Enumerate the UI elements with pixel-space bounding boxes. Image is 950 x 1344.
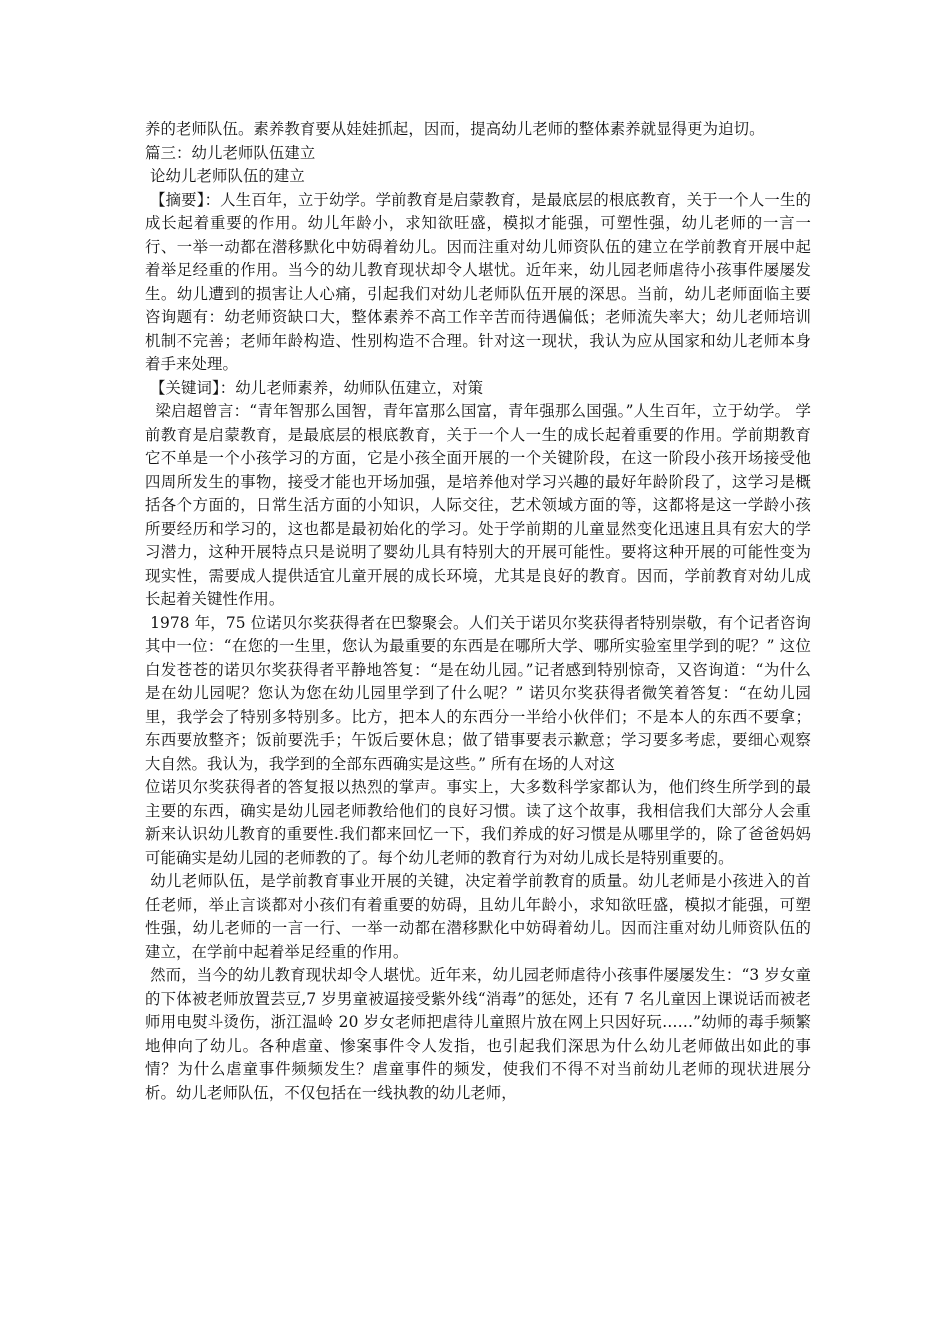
body-paragraph: 位诺贝尔奖获得者的答复报以热烈的掌声。事实上，大多数科学家都认为，他们终生所学到的最主要的东西，确实是幼儿园老师教给他们的良好习惯。读了这个故事，我相信我们大部分人会重新来认识幼儿教育的重要性.我们都来回忆一下，我们养成的好习惯是从哪里学的，除了爸爸妈妈可能确实是幼儿园的老师教的了。每个幼儿老师的教育行为对幼儿成长是特别重要的。 xyxy=(145,778,811,867)
body-paragraph: 然而，当今的幼儿教育现状却令人堪忧。近年来，幼儿园老师虐待小孩事件屡屡发生：“3 岁女童的下体被老师放置芸豆,7 岁男童被逼接受紫外线“消毒”的惩处，还有 7 名儿童因上课说话而被老师用电熨斗烫伤，浙江温岭 20 岁女老师把虐待儿童照片放在网上只因好玩……”幼师的毒手频繁地伸向了幼儿。各种虐童、惨案事件令人发指，也引起我们深思为什么幼儿老师做出如此的事情？为什么虐童事件频频发生？虐童事件的频发，使我们不得不对当前幼儿老师的现状进展分析。幼儿老师队伍，不仅包括在一线执教的幼儿老师， xyxy=(145,966,812,1102)
keywords-paragraph: 【关键词】：幼儿老师素养，幼师队伍建立，对策 xyxy=(145,378,484,397)
article-title: 论幼儿老师队伍的建立 xyxy=(145,167,305,185)
document-body xyxy=(145,118,811,1105)
paragraph-continuation: 养的老师队伍。素养教育要从娃娃抓起，因而，提高幼儿老师的整体素养就显得更为迫切。 xyxy=(145,120,765,138)
body-paragraph: 梁启超曾言：“青年智那么国智，青年富那么国富，青年强那么国强。”人生百年，立于幼学。 学前教育是启蒙教育，是最底层的根底教育，关于一个人一生的成长起着重要的作用。学前期教育它不单是一个小孩学习的方面，它是小孩全面开展的一个关键阶段，在这一阶段小孩开场接受他四周所发生的事物，接受才能也开场加强，是培养他对学习兴趣的最好年龄阶段了，这学习是概括各个方面的，日常生活方面的小知识，人际交往，艺术领域方面的等，这都将是这一学龄小孩所要经历和学习的，这也都是最初始化的学习。处于学前期的儿童显然变化迅速且具有宏大的学习潜力，这种开展特点只是说明了婴幼儿具有特别大的开展可能性。要将这种开展的可能性变为现实性，需要成人提供适宜儿童开展的成长环境，尤其是良好的教育。因而，学前教育对幼儿成长起着关键性作用。 xyxy=(145,402,811,608)
section-heading: 篇三：幼儿老师队伍建立 xyxy=(145,143,316,162)
body-paragraph: 1978 年，75 位诺贝尔奖获得者在巴黎聚会。人们关于诺贝尔奖获得者特别崇敬，有个记者咨询其中一位：“在您的一生里，您认为最重要的东西是在哪所大学、哪所实验室里学到的呢？” 这位白发苍苍的诺贝尔奖获得者平静地答复：“是在幼儿园。”记者感到特别惊奇，又咨询道：“为什么是在幼儿园呢？您认为您在幼儿园里学到了什么呢？” 诺贝尔奖获得者微笑着答复：“在幼儿园里，我学会了特别多特别多。比方，把本人的东西分一半给小伙伴们；不是本人的东西不要拿；东西要放整齐；饭前要洗手；午饭后要休息；做了错事要表示歉意；学习要多考虑，要细心观察大自然。我认为，我学到的全部东西确实是这些。” 所有在场的人对这 xyxy=(145,613,811,773)
body-paragraph: 幼儿老师队伍，是学前教育事业开展的关键，决定着学前教育的质量。幼儿老师是小孩进入的首任老师，举止言谈都对小孩们有着重要的妨碍，且幼儿年龄小，求知欲旺盛，模拟才能强，可塑性强，幼儿老师的一言一行、一举一动都在潜移默化中妨碍着幼儿。因而注重对幼儿师资队伍的建立，在学前中起着举足经重的作用。 xyxy=(145,872,811,961)
abstract-paragraph: 【摘要】：人生百年，立于幼学。学前教育是启蒙教育，是最底层的根底教育，关于一个人一生的成长起着重要的作用。幼儿年龄小，求知欲旺盛，模拟才能强，可塑性强，幼儿老师的一言一行、一举一动都在潜移默化中妨碍着幼儿。因而注重对幼儿师资队伍的建立在学前教育开展中起着举足经重的作用。当今的幼儿教育现状却令人堪忧。近年来，幼儿园老师虐待小孩事件屡屡发生。幼儿遭到的损害让人心痛，引起我们对幼儿老师队伍开展的深思。当前，幼儿老师面临主要咨询题有：幼老师资缺口大，整体素养不高工作辛苦而待遇偏低；老师流失率大；幼儿老师培训机制不完善；老师年龄构造、性别构造不合理。针对这一现状，我认为应从国家和幼儿老师本身着手来处理。 xyxy=(145,190,811,373)
